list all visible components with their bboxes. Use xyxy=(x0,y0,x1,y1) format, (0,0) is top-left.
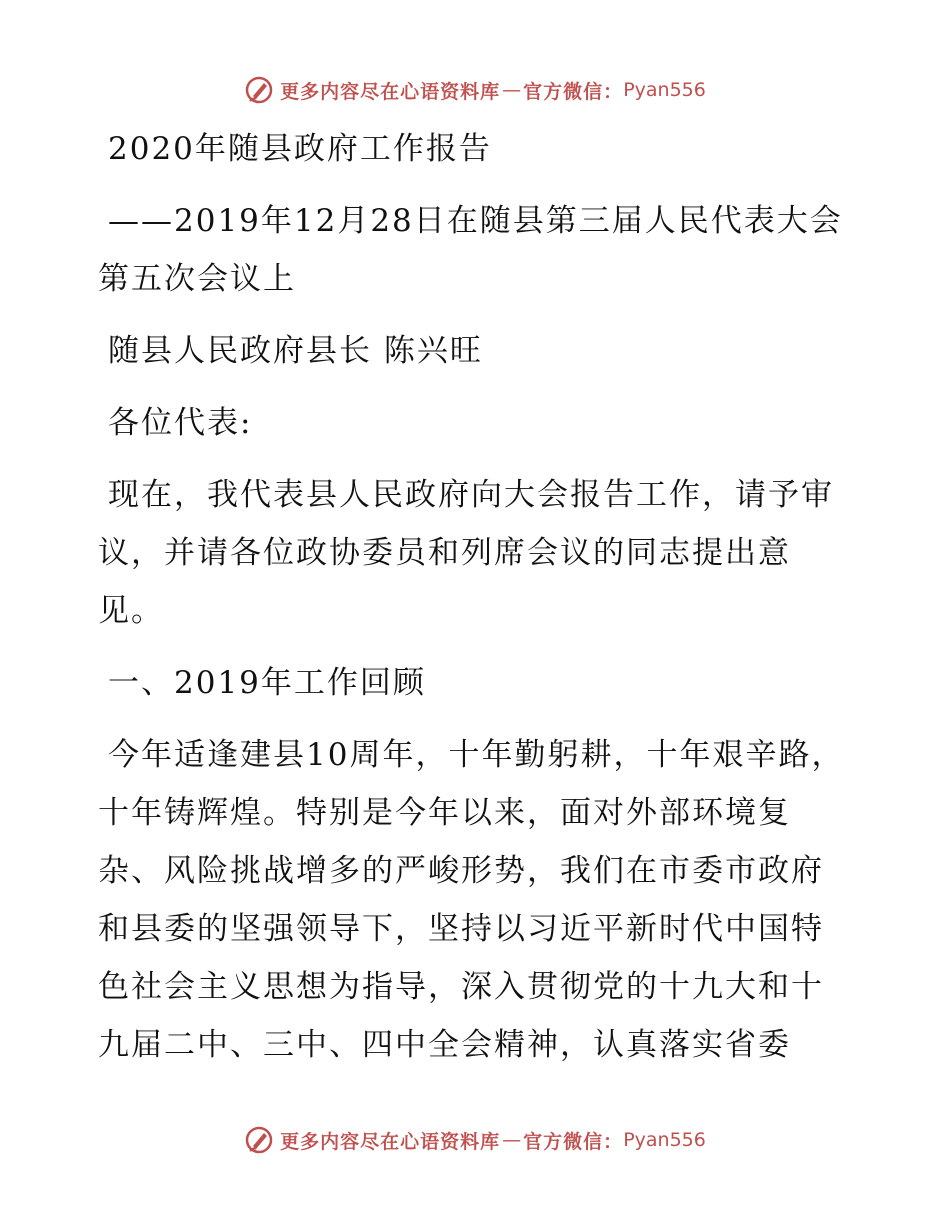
document-title: 2020年随县政府工作报告 xyxy=(108,131,492,167)
pen-logo-icon xyxy=(244,75,274,105)
watermark-banner-top xyxy=(0,70,950,110)
watermark-banner-bottom xyxy=(0,1120,950,1160)
body-paragraph: 今年适逢建县10周年，十年勤躬耕，十年艰辛路，十年铸辉煌。特别是今年以来，面对外部环境复杂、风险挑战增多的严峻形势，我们在市委市政府和县委的坚强领导下，坚持以习近平新时代中国特色社会主义思想为指导，深入贯彻党的十九大和十九届二中、三中、四中全会精神，认真落实省委 xyxy=(98,737,845,1063)
salutation: 各位代表: xyxy=(108,405,253,441)
document-author: 随县人民政府县长 陈兴旺 xyxy=(108,333,483,369)
watermark-label: 官方微信： xyxy=(523,80,624,103)
watermark-wechat-id: Pyan556 xyxy=(623,79,706,101)
watermark-wechat-id: Pyan556 xyxy=(623,1129,706,1151)
intro-paragraph: 现在，我代表县人民政府向大会报告工作，请予审议，并请各位政协委员和列席会议的同志提出意见。 xyxy=(98,477,834,629)
document-subtitle: ——2019年12月28日在随县第三届人民代表大会第五次会议上 xyxy=(98,203,843,297)
watermark-label: 官方微信： xyxy=(523,1130,624,1153)
watermark-text: 更多内容尽在心语资料库 xyxy=(280,1130,501,1153)
section-heading: 一、2019年工作回顾 xyxy=(108,665,426,701)
watermark-separator: — xyxy=(502,79,522,101)
watermark-separator: — xyxy=(502,1129,522,1151)
document-body xyxy=(98,120,853,1088)
watermark-text: 更多内容尽在心语资料库 xyxy=(280,80,501,103)
pen-logo-icon xyxy=(244,1125,274,1155)
